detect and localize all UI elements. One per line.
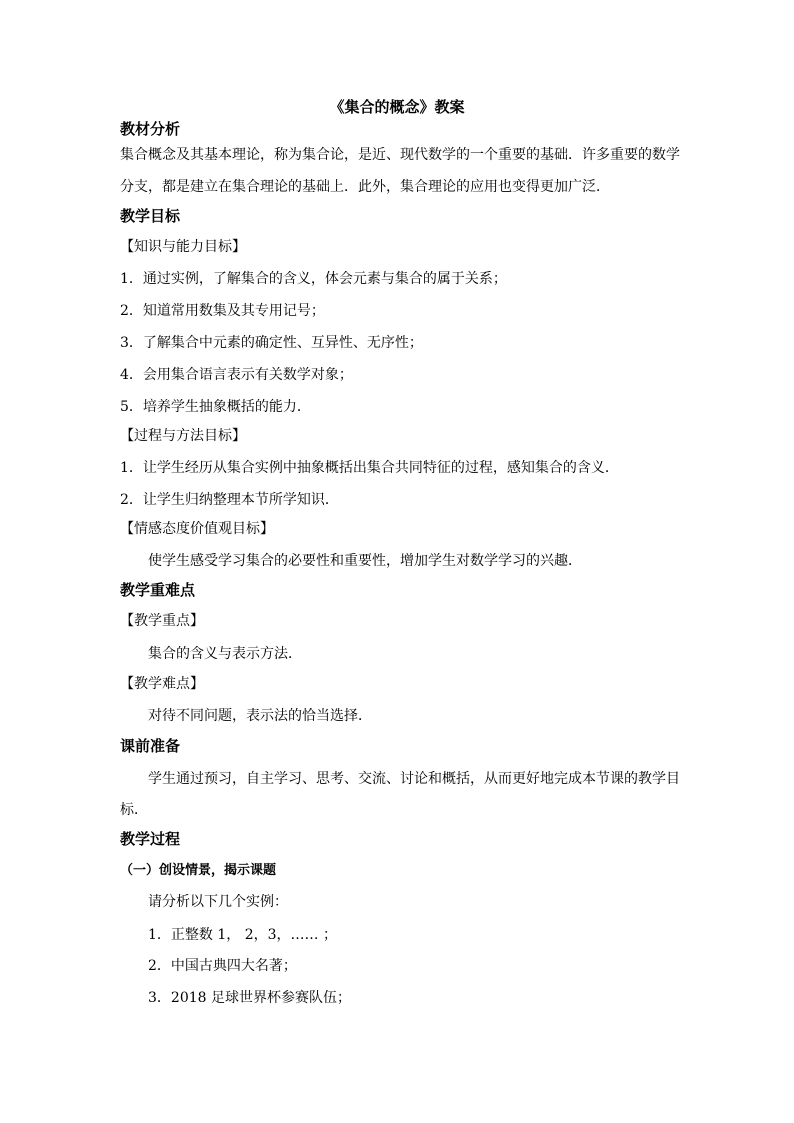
list-item: 5．培养学生抽象概括的能力． (120, 399, 311, 415)
teaching-difficulty-text: 对待不同问题，表示法的恰当选择． (148, 708, 372, 724)
step-one-intro: 请分析以下几个实例： (148, 894, 288, 910)
emotion-goal-text: 使学生感受学习集合的必要性和重要性，增加学生对数学学习的兴趣． (148, 553, 582, 569)
subheading-teaching-focus: 【教学重点】 (120, 613, 204, 629)
list-item: 2．中国古典四大名著； (148, 958, 297, 974)
list-item: 2．让学生归纳整理本节所学知识． (120, 492, 339, 508)
teaching-focus-text: 集合的含义与表示方法． (148, 646, 302, 662)
list-item: 4．会用集合语言表示有关数学对象； (120, 367, 353, 383)
section-heading-keypoints: 教学重难点 (120, 581, 196, 599)
subheading-process-goals: 【过程与方法目标】 (120, 428, 246, 444)
preparation-paragraph-line: 标． (120, 802, 148, 818)
section-heading-analysis: 教材分析 (120, 120, 181, 138)
list-item: 1．通过实例，了解集合的含义，体会元素与集合的属于关系； (120, 271, 507, 287)
section-heading-goals: 教学目标 (120, 207, 181, 225)
subheading-emotion-goals: 【情感态度价值观目标】 (120, 521, 274, 537)
preparation-paragraph-line: 学生通过预习，自主学习、思考、交流、讨论和概括，从而更好地完成本节课的教学目 (148, 771, 680, 787)
list-item: 2．知道常用数集及其专用记号； (120, 303, 325, 319)
subheading-knowledge-goals: 【知识与能力目标】 (120, 239, 246, 255)
section-heading-process: 教学过程 (120, 830, 181, 848)
list-item: 3．2018 足球世界杯参赛队伍； (148, 990, 351, 1006)
list-item: 1．正整数 1， 2，3，…… ； (148, 927, 337, 943)
list-item: 1．让学生经历从集合实例中抽象概括出集合共同特征的过程，感知集合的含义． (120, 460, 619, 476)
section-heading-preparation: 课前准备 (120, 737, 181, 755)
list-item: 3．了解集合中元素的确定性、互异性、无序性； (120, 335, 423, 351)
subheading-teaching-difficulty: 【教学难点】 (120, 676, 204, 692)
analysis-paragraph-line: 集合概念及其基本理论，称为集合论，是近、现代数学的一个重要的基础．许多重要的数学 (120, 147, 680, 163)
subheading-step-one: （一）创设情景，揭示课题 (120, 863, 277, 878)
analysis-paragraph-line: 分支，都是建立在集合理论的基础上．此外，集合理论的应用也变得更加广泛． (120, 179, 610, 195)
document-title: 《集合的概念》教案 (329, 98, 465, 116)
